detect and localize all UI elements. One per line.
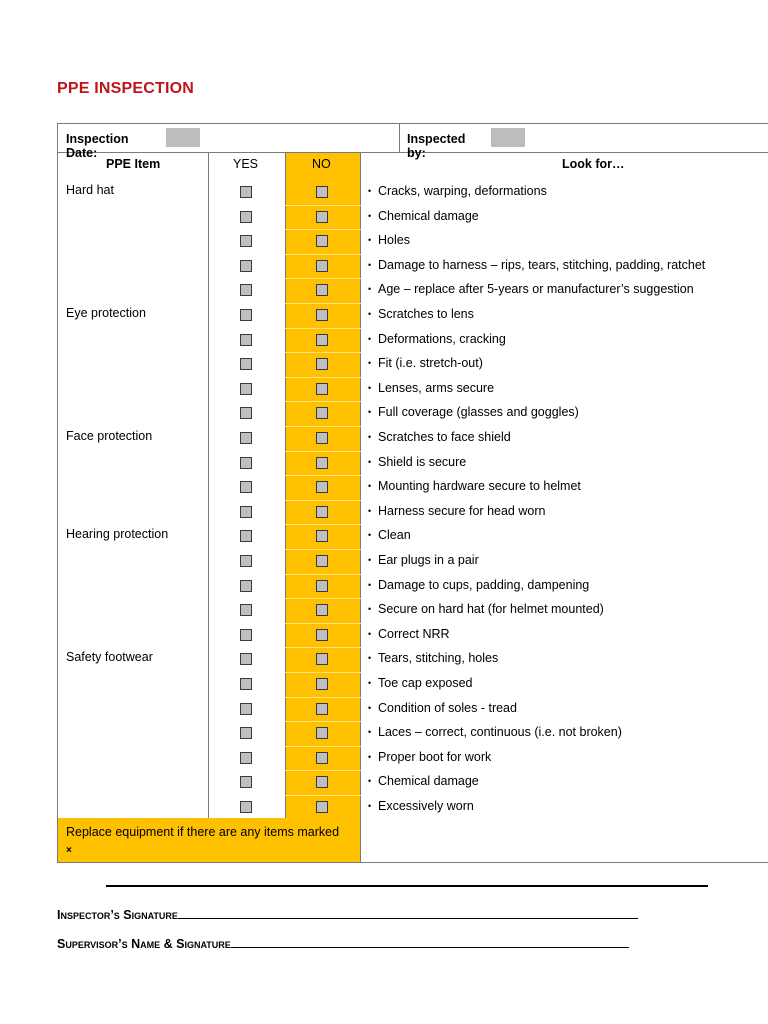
supervisor-signature-label: Supervisor’s Name & Signature: [57, 937, 231, 951]
no-checkbox[interactable]: [316, 235, 328, 247]
look-for-item: [368, 405, 579, 419]
no-checkbox[interactable]: [316, 358, 328, 370]
yes-checkbox[interactable]: [240, 530, 252, 542]
yes-checkbox[interactable]: [240, 211, 252, 223]
bullet-icon: •: [368, 604, 372, 615]
bullet-icon: •: [368, 678, 372, 688]
look-for-text: Lenses, arms secure: [378, 380, 495, 395]
no-checkbox[interactable]: [316, 801, 328, 813]
look-for-text: Holes: [378, 233, 410, 248]
no-checkbox[interactable]: [316, 309, 328, 321]
look-for-item: [368, 701, 517, 715]
look-for-text: Correct NRR: [378, 626, 450, 641]
look-for-text: Chemical damage: [378, 208, 479, 223]
look-for-item: [368, 258, 705, 272]
no-checkbox[interactable]: [316, 457, 328, 469]
ppe-item-label: Face protection: [66, 429, 153, 443]
yes-checkbox[interactable]: [240, 653, 252, 665]
replace-note-text: Replace equipment if there are any items marked: [66, 825, 340, 839]
bullet-icon: •: [368, 776, 372, 787]
look-for-item: [368, 209, 479, 223]
column-header-item: PPE Item: [106, 157, 161, 171]
row-separator: [285, 426, 361, 427]
look-for-text: Condition of soles - tread: [378, 700, 517, 715]
bullet-icon: •: [368, 407, 372, 418]
look-for-text: Damage to cups, padding, dampening: [378, 577, 590, 592]
bullet-icon: •: [368, 259, 372, 270]
no-checkbox[interactable]: [316, 432, 328, 444]
yes-checkbox[interactable]: [240, 334, 252, 346]
bullet-icon: •: [368, 727, 372, 738]
no-checkbox[interactable]: [316, 211, 328, 223]
look-for-text: Fit (i.e. stretch-out): [378, 356, 483, 371]
column-header-no: NO: [312, 157, 331, 171]
look-for-text: Proper boot for work: [378, 749, 492, 764]
bullet-icon: •: [368, 653, 372, 664]
no-checkbox[interactable]: [316, 653, 328, 665]
supervisor-signature-line[interactable]: [231, 937, 629, 948]
look-for-item: [368, 725, 622, 739]
look-for-text: Full coverage (glasses and goggles): [378, 405, 579, 420]
yes-checkbox[interactable]: [240, 580, 252, 592]
bullet-icon: •: [368, 505, 372, 516]
no-checkbox[interactable]: [316, 383, 328, 395]
column-header-look-for: Look for…: [562, 157, 625, 171]
row-separator: [285, 549, 361, 550]
row-separator: [285, 401, 361, 402]
inspector-signature-row: [57, 908, 638, 922]
yes-checkbox[interactable]: [240, 678, 252, 690]
header-divider: [399, 124, 400, 152]
bullet-icon: •: [368, 333, 372, 344]
supervisor-signature-row: [57, 937, 629, 951]
row-separator: [285, 451, 361, 452]
look-for-item: [368, 578, 589, 592]
row-separator: [285, 229, 361, 230]
bullet-icon: •: [368, 309, 372, 319]
column-divider-no: [360, 153, 361, 862]
row-separator: [285, 598, 361, 599]
no-checkbox[interactable]: [316, 604, 328, 616]
column-divider-yes: [285, 153, 286, 818]
row-separator: [285, 721, 361, 722]
bullet-icon: •: [368, 628, 372, 639]
no-checkbox[interactable]: [316, 530, 328, 542]
look-for-text: Age – replace after 5-years or manufacturer’s suggestion: [378, 282, 694, 297]
ppe-item-label: Safety footwear: [66, 650, 153, 665]
row-separator: [285, 647, 361, 648]
look-for-item: [368, 332, 506, 346]
inspected-by-label: Inspected by:: [407, 132, 466, 160]
look-for-item: [368, 282, 694, 296]
row-separator: [285, 524, 361, 525]
bullet-icon: •: [368, 358, 372, 369]
inspected-by-field[interactable]: [491, 128, 525, 147]
no-checkbox[interactable]: [316, 334, 328, 346]
yes-checkbox[interactable]: [240, 481, 252, 493]
no-checkbox[interactable]: [316, 776, 328, 788]
row-separator: [285, 377, 361, 378]
no-checkbox[interactable]: [316, 260, 328, 272]
look-for-text: Damage to harness – rips, tears, stitching, padding, ratchet: [378, 257, 706, 272]
bullet-icon: •: [368, 579, 372, 590]
ppe-item-label: Hard hat: [66, 183, 114, 197]
no-checkbox[interactable]: [316, 727, 328, 739]
look-for-item: [368, 627, 450, 641]
yes-checkbox[interactable]: [240, 284, 252, 296]
look-for-item: [368, 479, 581, 493]
bullet-icon: •: [368, 456, 372, 467]
inspection-form: [57, 123, 768, 863]
inspector-signature-label: Inspector’s Signature: [57, 908, 178, 922]
look-for-text: Excessively worn: [378, 799, 474, 813]
yes-checkbox[interactable]: [240, 309, 252, 321]
yes-checkbox[interactable]: [240, 801, 252, 813]
look-for-text: Cracks, warping, deformations: [378, 184, 547, 198]
no-checkbox[interactable]: [316, 703, 328, 715]
look-for-item: [368, 651, 498, 665]
look-for-text: Deformations, cracking: [378, 331, 506, 346]
column-divider-item: [208, 153, 209, 818]
look-for-text: Scratches to lens: [378, 307, 474, 321]
look-for-text: Harness secure for head worn: [378, 503, 546, 518]
yes-checkbox[interactable]: [240, 629, 252, 641]
inspector-signature-line[interactable]: [178, 908, 638, 919]
row-separator: [285, 205, 361, 206]
row-separator: [285, 278, 361, 279]
yes-checkbox[interactable]: [240, 260, 252, 272]
bullet-icon: •: [368, 702, 372, 713]
yes-checkbox[interactable]: [240, 358, 252, 370]
row-separator: [285, 623, 361, 624]
separator-line: [106, 885, 708, 887]
bullet-icon: •: [368, 481, 372, 492]
bullet-icon: •: [368, 801, 372, 811]
bullet-icon: •: [368, 210, 372, 221]
look-for-item: [368, 676, 473, 690]
yes-checkbox[interactable]: [240, 407, 252, 419]
look-for-item: [368, 455, 466, 469]
look-for-item: [368, 381, 494, 395]
look-for-text: Clean: [378, 528, 411, 543]
row-separator: [285, 328, 361, 329]
yes-checkbox[interactable]: [240, 506, 252, 518]
ppe-item-label: Hearing protection: [66, 527, 169, 542]
x-mark-icon: ×: [66, 845, 72, 856]
row-separator: [285, 672, 361, 673]
look-for-item: [368, 184, 547, 198]
look-for-text: Mounting hardware secure to helmet: [378, 479, 581, 494]
no-checkbox[interactable]: [316, 555, 328, 567]
look-for-item: [368, 528, 411, 542]
yes-checkbox[interactable]: [240, 752, 252, 764]
no-checkbox[interactable]: [316, 629, 328, 641]
look-for-item: [368, 504, 545, 518]
row-separator: [285, 574, 361, 575]
bullet-icon: •: [368, 432, 372, 442]
look-for-item: [368, 553, 479, 567]
inspection-date-label: Inspection Date:: [66, 132, 129, 160]
look-for-text: Secure on hard hat (for helmet mounted): [378, 602, 604, 617]
row-separator: [285, 770, 361, 771]
bullet-icon: •: [368, 235, 372, 246]
look-for-text: Shield is secure: [378, 454, 467, 469]
yes-checkbox[interactable]: [240, 727, 252, 739]
look-for-text: Scratches to face shield: [378, 430, 511, 444]
no-checkbox[interactable]: [316, 752, 328, 764]
yes-checkbox[interactable]: [240, 703, 252, 715]
look-for-item: [368, 430, 511, 444]
yes-checkbox[interactable]: [240, 555, 252, 567]
look-for-text: Chemical damage: [378, 774, 479, 789]
look-for-text: Ear plugs in a pair: [378, 553, 479, 567]
no-checkbox[interactable]: [316, 407, 328, 419]
bullet-icon: •: [368, 751, 372, 762]
no-checkbox[interactable]: [316, 284, 328, 296]
page-title: PPE INSPECTION: [57, 80, 195, 97]
row-separator: [285, 254, 361, 255]
look-for-item: [368, 602, 604, 616]
no-checkbox[interactable]: [316, 186, 328, 198]
look-for-item: [368, 799, 474, 813]
yes-checkbox[interactable]: [240, 383, 252, 395]
row-separator: [285, 475, 361, 476]
bullet-icon: •: [368, 186, 372, 196]
yes-checkbox[interactable]: [240, 186, 252, 198]
look-for-text: Toe cap exposed: [378, 676, 473, 690]
row-separator: [285, 303, 361, 304]
row-separator: [285, 795, 361, 796]
bullet-icon: •: [368, 284, 372, 295]
yes-checkbox[interactable]: [240, 235, 252, 247]
row-separator: [285, 352, 361, 353]
row-separator: [285, 697, 361, 698]
look-for-item: [368, 307, 474, 321]
inspection-date-field[interactable]: [166, 128, 200, 147]
yes-checkbox[interactable]: [240, 604, 252, 616]
look-for-text: Laces – correct, continuous (i.e. not broken): [378, 725, 622, 740]
yes-checkbox[interactable]: [240, 432, 252, 444]
bullet-icon: •: [368, 530, 372, 541]
bullet-icon: •: [368, 555, 372, 565]
row-separator: [285, 500, 361, 501]
yes-checkbox[interactable]: [240, 457, 252, 469]
yes-checkbox[interactable]: [240, 776, 252, 788]
no-checkbox[interactable]: [316, 506, 328, 518]
replace-note: [66, 824, 356, 859]
bullet-icon: •: [368, 382, 372, 393]
header-row: [58, 124, 768, 160]
look-for-item: [368, 233, 410, 247]
no-checkbox[interactable]: [316, 580, 328, 592]
look-for-item: [368, 750, 491, 764]
look-for-text: Tears, stitching, holes: [378, 651, 499, 666]
ppe-item-label: Eye protection: [66, 306, 146, 320]
look-for-item: [368, 774, 479, 788]
look-for-item: [368, 356, 483, 370]
column-header-yes: YES: [233, 157, 259, 171]
no-checkbox[interactable]: [316, 678, 328, 690]
row-separator: [285, 746, 361, 747]
no-checkbox[interactable]: [316, 481, 328, 493]
